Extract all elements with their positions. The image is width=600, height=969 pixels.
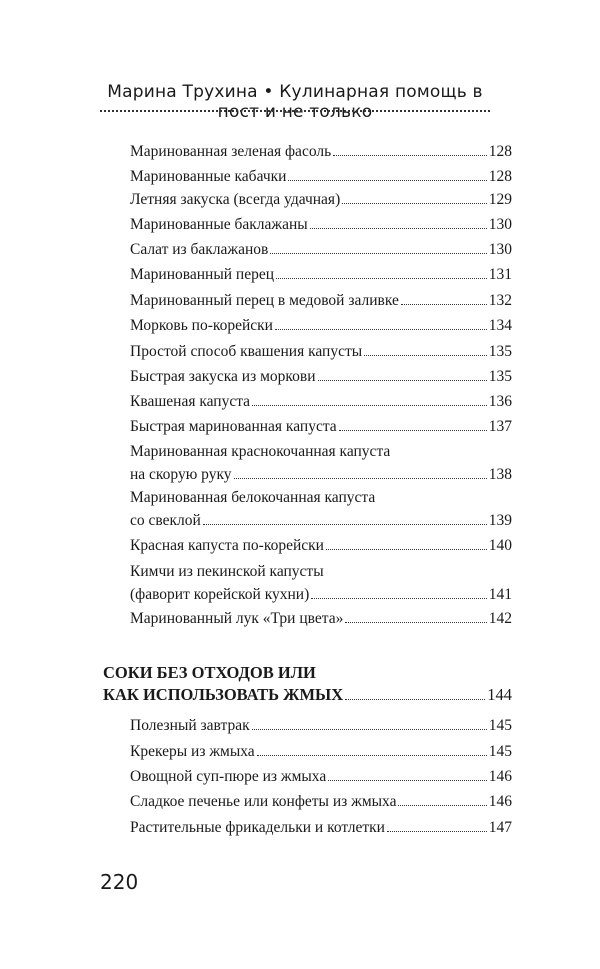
leader-dots — [364, 355, 487, 356]
toc-entry-page: 135 — [488, 343, 512, 360]
toc-entry-title: Простой способ квашения капусты — [130, 343, 363, 360]
leader-dots — [252, 405, 487, 406]
leader-dots — [401, 304, 487, 305]
section-page: 144 — [487, 685, 512, 704]
toc-entry-title: Квашеная капуста — [130, 393, 251, 410]
toc-entry-page: 146 — [488, 768, 512, 785]
leader-dots — [318, 380, 487, 381]
toc-entry-page: 128 — [488, 168, 512, 185]
toc-entry — [130, 488, 512, 531]
toc-entry-title: Быстрая маринованная капуста — [130, 418, 337, 435]
toc-entry-page: 130 — [488, 241, 512, 258]
leader-dots — [387, 831, 487, 832]
toc-entry-title: Быстрая закуска из моркови — [130, 368, 316, 385]
toc-entry-title: Салат из баклажанов — [130, 241, 269, 258]
toc-entry-title: (фаворит корейской кухни) — [130, 586, 310, 603]
leader-dots — [234, 478, 487, 479]
toc-entry — [130, 167, 512, 187]
leader-dots — [342, 203, 487, 204]
toc-entry-page: 132 — [488, 292, 512, 309]
toc-entry — [130, 767, 512, 787]
toc-entry-page: 142 — [488, 610, 512, 627]
toc-entry-page: 140 — [488, 537, 512, 554]
toc-entry-title: Полезный завтрак — [130, 717, 250, 734]
toc-entry — [130, 392, 512, 412]
section-title-line1: СОКИ БЕЗ ОТХОДОВ ИЛИ — [103, 663, 316, 682]
toc-entry-title: Маринованный перец — [130, 266, 275, 283]
leader-dots — [203, 524, 487, 525]
leader-dots — [270, 253, 486, 254]
toc-entry-page: 134 — [488, 317, 512, 334]
toc-entry-title: Растительные фрикадельки и котлетки — [130, 819, 385, 836]
toc-entry — [130, 792, 512, 812]
page-number: 220 — [100, 870, 139, 894]
running-head: Марина Трухина • Кулинарная помощь в пост и не только — [107, 82, 483, 122]
toc-entry-title: Маринованный перец в медовой заливке — [130, 292, 399, 309]
toc-entry-page: 131 — [488, 266, 512, 283]
toc-entry — [130, 342, 512, 362]
section-title-line2: КАК ИСПОЛЬЗОВАТЬ ЖМЫХ — [103, 685, 344, 704]
toc-entry-page: 128 — [488, 143, 512, 160]
toc-entry-page: 138 — [488, 466, 512, 483]
toc-entry — [130, 716, 512, 736]
toc-entry — [130, 291, 512, 311]
toc-entry-page: 141 — [488, 586, 512, 603]
leader-dots — [398, 805, 486, 806]
toc-entry-page: 139 — [488, 512, 512, 529]
toc-entry-page: 147 — [488, 819, 512, 836]
toc-entry-title-line1: Кимчи из пекинской капусты — [130, 563, 324, 580]
leader-dots — [275, 329, 487, 330]
leader-dots — [257, 755, 487, 756]
toc-entry-title: Маринованные баклажаны — [130, 216, 308, 233]
toc-entry-title: Крекеры из жмыха — [130, 743, 255, 760]
section-title — [103, 662, 512, 706]
leader-dots — [328, 780, 487, 781]
toc-entry-page: 130 — [488, 216, 512, 233]
toc-entry — [130, 265, 512, 285]
toc-entry-title: Красная капуста по-корейски — [130, 537, 324, 554]
toc-entry — [130, 442, 512, 485]
leader-dots — [345, 622, 486, 623]
leader-dots — [288, 180, 486, 181]
toc-entry — [130, 215, 512, 235]
leader-dots — [339, 430, 487, 431]
toc-entry-title: Летняя закуска (всегда удачная) — [130, 191, 341, 208]
toc-entry-title: Маринованные кабачки — [130, 168, 287, 185]
toc-entry-page: 137 — [488, 418, 512, 435]
toc-entry-title: со свеклой — [130, 512, 201, 529]
toc-entry-title: на скорую руку — [130, 466, 232, 483]
toc-entry-page: 136 — [488, 393, 512, 410]
leader-dots — [310, 228, 487, 229]
toc-entry — [130, 367, 512, 387]
toc-entry-title: Маринованный лук «Три цвета» — [130, 610, 344, 627]
leader-dots — [326, 549, 487, 550]
leader-dots — [276, 278, 487, 279]
toc-entry — [130, 142, 512, 162]
toc-entry-page: 145 — [488, 743, 512, 760]
toc-entry — [130, 316, 512, 336]
header-divider — [100, 110, 490, 112]
toc-entry-title: Маринованная зеленая фасоль — [130, 143, 332, 160]
toc-entry — [130, 190, 512, 210]
toc-entry-title: Морковь по-корейски — [130, 317, 273, 334]
toc-entry-title-line1: Маринованная белокочанная капуста — [130, 489, 376, 506]
toc-entry-page: 146 — [488, 793, 512, 810]
toc-entry — [130, 417, 512, 437]
toc-entry-page: 129 — [488, 191, 512, 208]
toc-entry — [130, 609, 512, 629]
leader-dots — [252, 729, 487, 730]
leader-dots — [311, 598, 486, 599]
toc-entry-page: 135 — [488, 368, 512, 385]
toc-entry-title-line1: Маринованная краснокочанная капуста — [130, 443, 391, 460]
toc-entry-page: 145 — [488, 717, 512, 734]
toc-entry — [130, 742, 512, 762]
toc-entry-title: Овощной суп-пюре из жмыха — [130, 768, 327, 785]
leader-dots — [345, 699, 485, 700]
toc-entry — [130, 562, 512, 605]
toc-entry-title: Сладкое печенье или конфеты из жмыха — [130, 793, 397, 810]
toc-entry — [130, 240, 512, 260]
leader-dots — [333, 155, 487, 156]
toc-entry — [130, 818, 512, 838]
toc-entry — [130, 536, 512, 556]
